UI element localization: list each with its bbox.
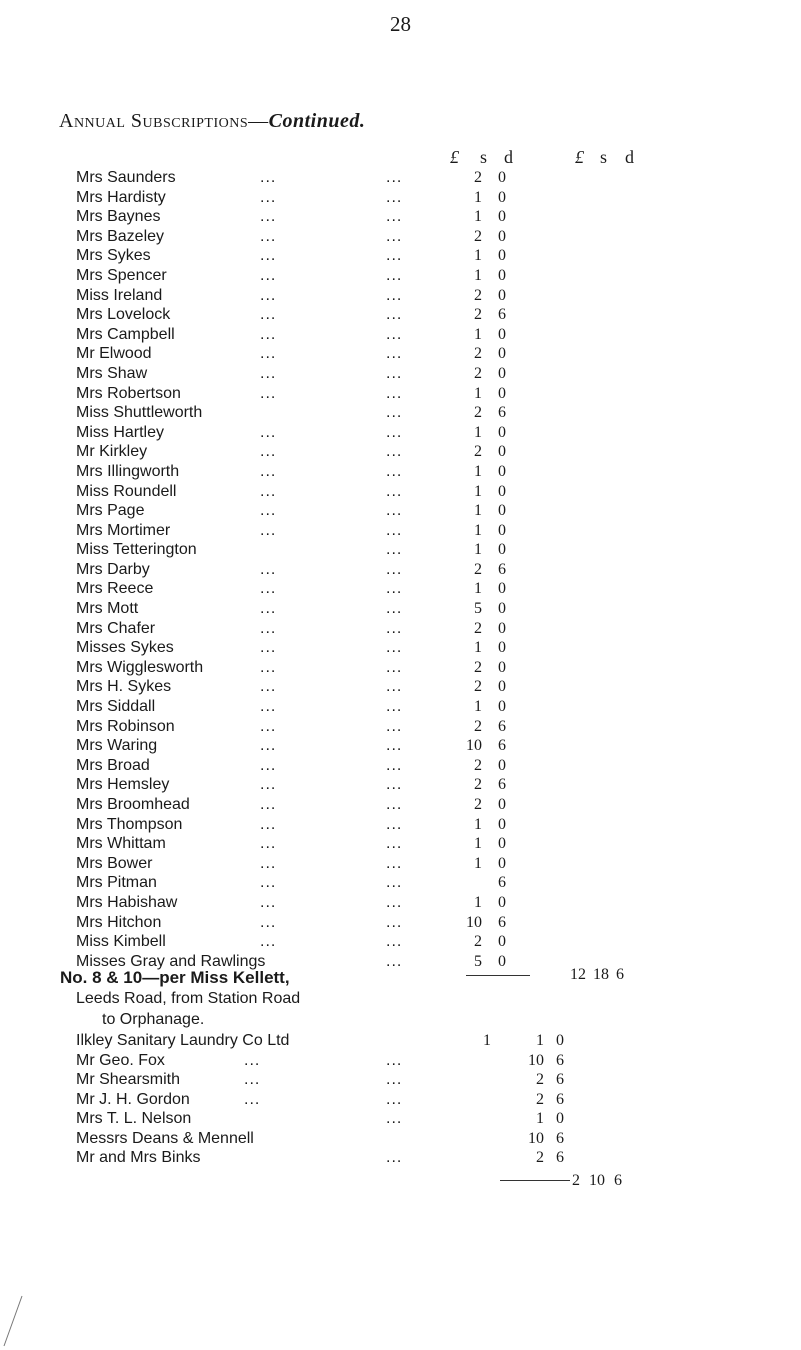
list-item [76,677,736,697]
list-item [76,1051,736,1071]
leader-dots: ... [244,1071,261,1088]
leader-dots: ... [386,756,403,774]
list-item [76,775,736,795]
subscriber-name: Mrs T. L. Nelson [76,1110,192,1127]
leader-dots: ... [386,874,403,892]
subscriber-name: Miss Tetterington [76,541,197,559]
pence-value: 6 [498,913,506,931]
list-item [76,521,736,541]
subscriber-name: Mrs Siddall [76,698,156,716]
list-item [76,344,736,364]
list-item [76,1090,736,1110]
leader-dots: ... [386,600,403,618]
leader-dots: ... [386,1149,403,1166]
subscriber-name: Miss Shuttleworth [76,404,203,422]
pence-value: 6 [498,560,506,578]
leader-dots: ... [260,854,277,872]
leader-dots: ... [386,502,403,520]
leader-dots: ... [386,796,403,813]
shillings-value: 1 [474,502,482,520]
leader-dots: ... [260,717,277,735]
list-item [76,266,736,286]
leader-dots: ... [260,521,277,539]
shillings-value: 5 [474,952,482,970]
list-item [76,1109,736,1129]
shillings-value: 2 [474,756,482,774]
subscriber-name: Mrs Hardisty [76,188,166,206]
shillings-header-2: s [600,147,608,167]
pence-value: 0 [498,384,506,402]
shillings-value: 2 [474,796,482,813]
subscriber-name: Mrs Wigglesworth [76,658,204,676]
subscriber-name: Miss Kimbell [76,933,166,951]
list-item [76,1148,736,1168]
pence-value: 6 [556,1071,564,1088]
shillings-value: 1 [474,639,482,657]
pence-value: 0 [498,266,506,284]
subscriber-name: Misses Gray and Rawlings [76,952,266,970]
leader-dots: ... [386,345,403,363]
section2-total: 2 10 6 [572,1172,622,1189]
subscriber-name: Mrs Mortimer [76,521,171,539]
shillings-value: 2 [474,776,482,794]
leader-dots: ... [260,266,277,284]
shillings-value: 1 [474,423,482,441]
pence-value: 0 [498,227,506,245]
pence-value: 0 [498,835,506,853]
subtotal-rule [466,975,530,976]
leader-dots: ... [386,404,403,422]
leader-dots: ... [386,541,403,559]
list-item [76,913,736,933]
shillings-value: 1 [474,541,482,559]
subscriber-name: Miss Ireland [76,286,163,304]
pence-value: 0 [498,188,506,206]
shillings-value: 1 [474,384,482,402]
pounds-header-2: £ [575,147,584,167]
list-item [76,599,736,619]
leader-dots: ... [386,266,403,284]
leader-dots: ... [260,835,277,853]
leader-dots: ... [386,423,403,441]
pence-value: 6 [556,1149,564,1166]
shillings-value: 2 [474,306,482,324]
leader-dots: ... [260,482,277,500]
pence-value: 0 [498,502,506,520]
shillings-value: 1 [474,325,482,343]
shillings-value: 1 [474,893,482,911]
subscriber-name: Mrs Broad [76,756,150,774]
subscriber-name: Mrs Darby [76,560,150,578]
shillings-value: 10 [466,913,482,931]
subscriber-name: Mr J. H. Gordon [76,1090,190,1108]
list-item [76,540,736,560]
leader-dots: ... [386,737,403,755]
leader-dots: ... [260,560,277,578]
list-item [76,403,736,423]
subscriber-name: Mrs Hemsley [76,776,170,794]
pence-value: 6 [498,874,506,892]
leader-dots: ... [260,345,277,363]
subscriber-name: Mrs Bazeley [76,227,165,245]
subscriber-name: Mrs H. Sykes [76,678,172,696]
leader-dots: ... [244,1090,261,1108]
pence-value: 0 [498,482,506,500]
subscriber-name: Mrs Hitchon [76,913,162,931]
shillings-value: 1 [474,208,482,226]
leader-dots: ... [260,502,277,520]
leader-dots: ... [260,756,277,774]
leader-dots: ... [386,815,403,833]
list-item [76,384,736,404]
list-item [76,188,736,208]
pencil-mark [0,1290,30,1350]
list-item [76,697,736,717]
shillings-value: 2 [536,1090,544,1108]
list-item [76,423,736,443]
section2-total-rule [500,1180,570,1181]
list-item [76,286,736,306]
subscriber-name: Mrs Spencer [76,266,167,284]
pence-value: 0 [498,639,506,657]
list-item [76,442,736,462]
list-item [76,932,736,952]
pence-value: 6 [556,1129,564,1147]
leader-dots: ... [260,306,277,324]
subscriber-name: Misses Sykes [76,639,174,657]
pence-value: 0 [498,854,506,872]
leader-dots: ... [386,717,403,735]
shillings-value: 1 [474,580,482,598]
list-item [76,1129,736,1149]
pence-value: 6 [556,1090,564,1108]
leader-dots: ... [386,188,403,206]
pence-value: 6 [498,776,506,794]
subscriber-name: Mrs Thompson [76,815,183,833]
subscriber-name: Mrs Reece [76,580,154,598]
leader-dots: ... [386,893,403,911]
shillings-value: 1 [474,698,482,716]
pence-value: 6 [556,1051,564,1069]
leader-dots: ... [260,815,277,833]
shillings-value: 10 [466,737,482,755]
pence-value: 6 [498,404,506,422]
pence-value: 0 [556,1032,564,1049]
leader-dots: ... [260,462,277,480]
list-item [76,795,736,815]
subscriber-name: Mrs Whittam [76,835,166,853]
leader-dots: ... [386,169,403,186]
pence-value: 0 [498,893,506,911]
pence-value: 0 [556,1110,564,1127]
pence-value: 0 [498,698,506,716]
list-item [76,717,736,737]
pence-value: 0 [498,600,506,618]
list-item [76,207,736,227]
shillings-value: 5 [474,600,482,618]
subscriber-name: Mr and Mrs Binks [76,1149,201,1166]
heading-continued: Continued. [268,110,366,132]
list-item [76,619,736,639]
pence-value: 0 [498,462,506,480]
subscriber-name: Mrs Chafer [76,619,156,637]
list-item [76,325,736,345]
shillings-value: 2 [474,404,482,422]
subscriber-name: Mrs Robinson [76,717,175,735]
leader-dots: ... [386,364,403,382]
pence-value: 0 [498,796,506,813]
leader-dots: ... [260,169,277,186]
shillings-value: 1 [474,266,482,284]
leader-dots: ... [386,835,403,853]
leader-dots: ... [386,913,403,931]
list-item [76,1070,736,1090]
leader-dots: ... [260,893,277,911]
subscriber-name: Mrs Shaw [76,364,148,382]
pence-value: 0 [498,619,506,637]
shillings-value: 2 [474,443,482,461]
leader-dots: ... [386,639,403,657]
page-number: 28 [390,12,411,36]
list-item [76,893,736,913]
list-item [76,658,736,678]
leader-dots: ... [386,678,403,696]
shillings-value: 2 [474,286,482,304]
shillings-value: 1 [474,835,482,853]
subscriber-name: Mr Kirkley [76,443,148,461]
leader-dots: ... [386,698,403,716]
pence-header-1: d [504,147,513,167]
shillings-value: 1 [474,815,482,833]
leader-dots: ... [260,874,277,892]
subscriber-name: Mrs Campbell [76,325,175,343]
shillings-value: 1 [474,482,482,500]
subscriber-name: Mrs Bower [76,854,153,872]
pence-value: 0 [498,423,506,441]
shillings-value: 1 [474,462,482,480]
subscriber-list [76,168,736,971]
leader-dots: ... [260,678,277,696]
pence-value: 0 [498,443,506,461]
shillings-value: 1 [474,247,482,265]
shillings-value: 10 [528,1129,544,1147]
leader-dots: ... [260,600,277,618]
subscriber-name: Mrs Pitman [76,874,157,892]
pence-value: 0 [498,756,506,774]
leader-dots: ... [260,247,277,265]
leader-dots: ... [260,737,277,755]
leader-dots: ... [260,188,277,206]
leader-dots: ... [386,384,403,402]
leader-dots: ... [260,286,277,304]
leader-dots: ... [260,619,277,637]
subscriber-name: Mrs Baynes [76,208,161,226]
leader-dots: ... [386,227,403,245]
shillings-value: 1 [474,854,482,872]
section-title: No. 8 & 10—per Miss Kellett, [60,968,290,987]
shillings-value: 2 [474,619,482,637]
leader-dots: ... [386,443,403,461]
leader-dots: ... [386,560,403,578]
pence-value: 0 [498,658,506,676]
leader-dots: ... [386,1090,403,1108]
subscriber-name: Miss Roundell [76,482,177,500]
pence-header-2: d [625,147,634,167]
leader-dots: ... [386,952,403,970]
leader-dots: ... [260,776,277,794]
leader-dots: ... [260,933,277,951]
shillings-value: 2 [474,169,482,186]
leader-dots: ... [386,1110,403,1127]
pence-value: 6 [498,306,506,324]
subscriber-name: Mrs Page [76,502,145,520]
leader-dots: ... [386,1071,403,1088]
pence-value: 0 [498,580,506,598]
list-item [76,579,736,599]
pence-value: 6 [498,717,506,735]
pence-value: 0 [498,364,506,382]
shillings-value: 1 [474,521,482,539]
leader-dots: ... [260,325,277,343]
leader-dots: ... [386,462,403,480]
leader-dots: ... [260,423,277,441]
leader-dots: ... [260,796,277,813]
list-item [76,756,736,776]
subscriber-name: Mrs Robertson [76,384,181,402]
leader-dots: ... [260,364,277,382]
leader-dots: ... [386,1051,403,1069]
shillings-value: 2 [474,345,482,363]
leader-dots: ... [386,306,403,324]
pence-value: 0 [498,678,506,696]
subscriber-name: Mr Shearsmith [76,1071,181,1088]
leader-dots: ... [260,698,277,716]
pence-value: 0 [498,815,506,833]
leader-dots: ... [260,913,277,931]
subscriber-name: Mrs Illingworth [76,462,180,480]
leader-dots: ... [260,227,277,245]
pounds-value: 1 [483,1032,491,1049]
list-item [76,305,736,325]
leader-dots: ... [260,658,277,676]
section-heading [59,110,365,133]
subscriber-name: Mrs Saunders [76,169,176,186]
shillings-value: 2 [474,717,482,735]
leader-dots: ... [386,482,403,500]
shillings-value: 2 [536,1149,544,1166]
list-item [76,364,736,384]
heading-title: Annual Subscriptions [59,110,249,132]
subscriber-name: Miss Hartley [76,423,165,441]
section2-list [76,1031,736,1168]
subscriber-name: Mrs Habishaw [76,893,178,911]
shillings-value: 1 [536,1110,544,1127]
list-item [76,168,736,188]
leader-dots: ... [386,933,403,951]
subscriber-name: Mrs Broomhead [76,796,190,813]
pence-value: 0 [498,952,506,970]
shillings-header-1: s [480,147,488,167]
leader-dots: ... [260,208,277,226]
shillings-value: 2 [474,678,482,696]
shillings-value: 2 [474,560,482,578]
list-item [76,736,736,756]
leader-dots: ... [386,208,403,226]
subscriber-name: Mrs Mott [76,600,139,618]
pounds-header-1: £ [450,147,459,167]
leader-dots: ... [260,580,277,598]
leader-dots: ... [386,658,403,676]
leader-dots: ... [260,639,277,657]
list-item [76,815,736,835]
shillings-value: 2 [474,364,482,382]
shillings-value: 2 [536,1071,544,1088]
shillings-value: 2 [474,658,482,676]
shillings-value: 2 [474,227,482,245]
pence-value: 0 [498,521,506,539]
shillings-value: 10 [528,1051,544,1069]
list-item [76,462,736,482]
shillings-value: 2 [474,933,482,951]
pence-value: 0 [498,286,506,304]
heading-dash: — [248,110,269,132]
subscriber-name: Mr Elwood [76,345,152,363]
leader-dots: ... [386,854,403,872]
leader-dots: ... [260,443,277,461]
list-item [76,482,736,502]
leader-dots: ... [386,776,403,794]
pence-value: 0 [498,247,506,265]
list-item [76,246,736,266]
pence-value: 0 [498,933,506,951]
list-item [76,560,736,580]
shillings-value: 1 [536,1032,544,1049]
pence-value: 0 [498,345,506,363]
pence-value: 0 [498,208,506,226]
shillings-value: 1 [474,188,482,206]
leader-dots: ... [386,286,403,304]
subscriber-name: Messrs Deans & Mennell [76,1129,254,1147]
list-item [76,638,736,658]
list-item [76,501,736,521]
leader-dots: ... [386,521,403,539]
pence-value: 0 [498,169,506,186]
subscriber-name: Ilkley Sanitary Laundry Co Ltd [76,1032,290,1049]
leader-dots: ... [386,580,403,598]
section-subtitle: Leeds Road, from Station Road [76,990,301,1007]
subscriber-name: Mrs Waring [76,737,158,755]
list-item [76,227,736,247]
leader-dots: ... [386,325,403,343]
list-item [76,873,736,893]
subscriber-name: Mrs Lovelock [76,306,171,324]
list-item [76,1031,736,1051]
pence-value: 0 [498,325,506,343]
leader-dots: ... [386,247,403,265]
pence-value: 0 [498,541,506,559]
list-item [76,834,736,854]
leader-dots: ... [244,1051,261,1069]
subscriber-name: Mr Geo. Fox [76,1051,165,1069]
section-subtitle-2: to Orphanage. [102,1011,205,1028]
subscriber-name: Mrs Sykes [76,247,151,265]
subtotal-amount: 12 18 6 [570,966,624,983]
leader-dots: ... [260,384,277,402]
leader-dots: ... [386,619,403,637]
list-item [76,854,736,874]
pence-value: 6 [498,737,506,755]
